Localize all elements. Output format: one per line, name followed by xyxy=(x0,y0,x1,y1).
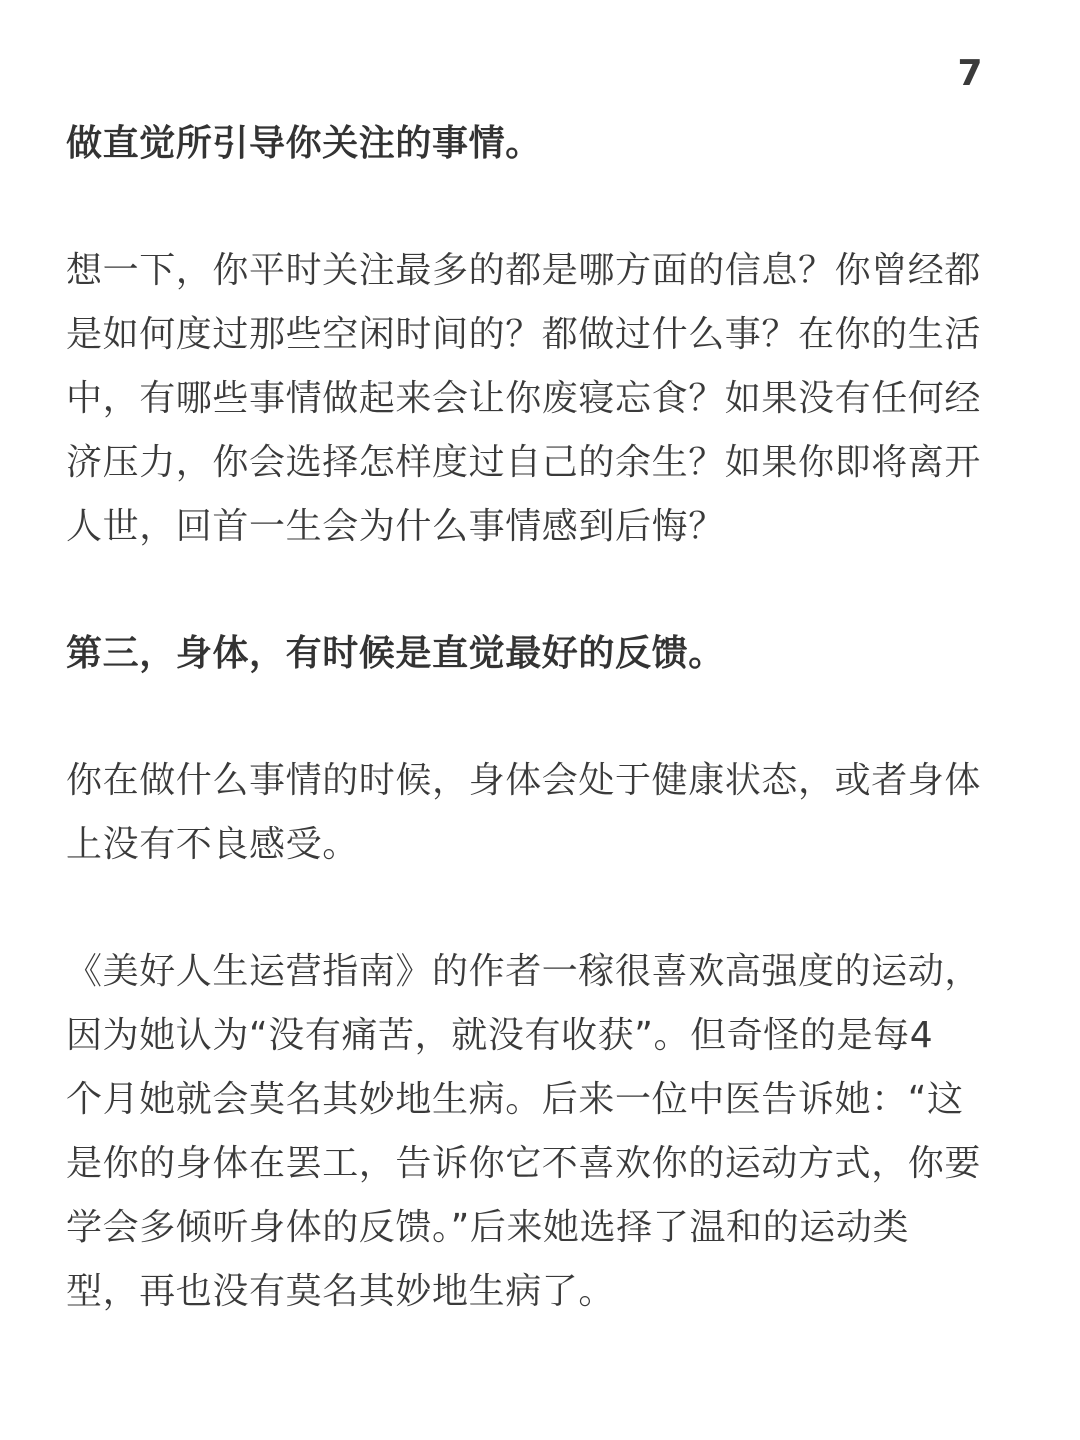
text-line: 型，再也没有莫名其妙地生病了。 xyxy=(66,1271,616,1312)
paragraph-author-story xyxy=(66,940,1014,1324)
paragraph-reflection-questions xyxy=(66,239,1014,559)
text-line: 上没有不良感受。 xyxy=(66,824,359,865)
text-line: 你在做什么事情的时候，身体会处于健康状态，或者身体 xyxy=(66,760,982,801)
paragraph-body-state xyxy=(66,749,1014,877)
text-line: 想一下，你平时关注最多的都是哪方面的信息？你曾经都 xyxy=(66,250,982,291)
section-heading-intuition-focus xyxy=(66,112,1014,176)
text-line: 人世，回首一生会为什么事情感到后悔？ xyxy=(66,506,725,547)
text-line: 《美好人生运营指南》的作者一稼很喜欢高强度的运动， xyxy=(66,951,982,992)
page-number: 7 xyxy=(957,53,983,94)
text-line: 学会多倾听身体的反馈。”后来她选择了温和的运动类 xyxy=(66,1207,910,1248)
article-body xyxy=(66,112,1014,1387)
text-line: 个月她就会莫名其妙地生病。后来一位中医告诉她：“这 xyxy=(66,1079,964,1120)
section-heading-body-feedback xyxy=(66,622,1014,686)
text-line: 因为她认为“没有痛苦，就没有收获”。但奇怪的是每4 xyxy=(66,1015,934,1056)
text-line: 做直觉所引导你关注的事情。 xyxy=(66,123,542,164)
text-line: 中，有哪些事情做起来会让你废寝忘食？如果没有任何经 xyxy=(66,378,982,419)
text-line: 是你的身体在罢工，告诉你它不喜欢你的运动方式，你要 xyxy=(66,1143,982,1184)
text-line: 是如何度过那些空闲时间的？都做过什么事？在你的生活 xyxy=(66,314,982,355)
text-line: 济压力，你会选择怎样度过自己的余生？如果你即将离开 xyxy=(66,442,982,483)
text-line: 第三，身体，有时候是直觉最好的反馈。 xyxy=(66,633,725,674)
